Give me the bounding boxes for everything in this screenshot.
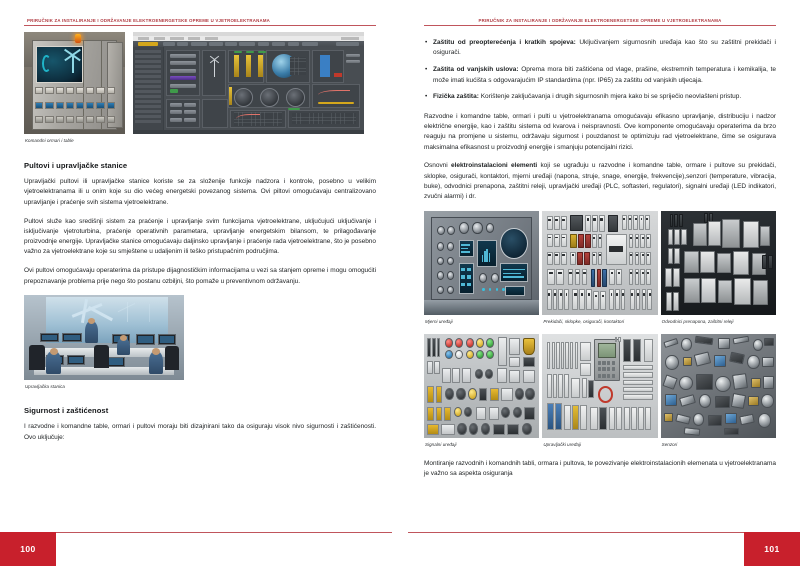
list-item: [424, 92, 776, 102]
figure-caption: Senzori: [661, 442, 678, 447]
figure-control-cabinet: [24, 32, 125, 144]
paragraph-pultovi-3: Ovi pultovi omogućavaju operaterima da pristupe dijagnostičkim informacijama u vezi sa stanjem opreme i mogu omogućiti prepoznavanje problema prije nego što postanu ozbiljni, što pomaže u preventivnom održavanju.: [24, 267, 376, 285]
paragraph-post: koji se ugrađuju u razvodne i komandne table, ormare i pultove su prekidači, sklopke, osigurači, kontaktori, mjerni uređaji (napona, struje, snage, energije, frekvencije),senzori (temperature, vibracija, buke), odvodnici prenapona, zaštitni releji, upravljački uređaji (PLC, softasteri, regulatori), signalni uređaji (LED indikatori, zvučni alarmi) i dr.: [424, 162, 776, 201]
bullet-term: Fizička zaštita:: [433, 93, 479, 101]
running-header-text: PRIRUČNIK ZA INSTALIRANJE I ODRŽAVANJE ELEKTROENERGETSKE OPREME U VJETROELEKTRANAMA: [478, 18, 722, 23]
figure-caption: Signalni uređaji: [425, 442, 457, 447]
image-control-room: [24, 295, 184, 380]
page-number-right: 101: [744, 532, 800, 566]
image-signal-devices: [424, 334, 539, 438]
figure-row-top: [24, 32, 376, 144]
bullet-term: Zaštita od vanjskih uslova:: [433, 66, 519, 74]
image-plc-devices: [542, 334, 657, 438]
gallery-row-2-captions: [424, 438, 776, 448]
running-header-text: PRIRUČNIK ZA INSTALIRANJE I ODRŽAVANJE ELEKTROENERGETSKE OPREME U VJETROELEKTRANAMA: [27, 18, 271, 23]
image-meters: [424, 211, 539, 315]
list-item: [424, 65, 776, 86]
page-number-left: 100: [0, 532, 56, 566]
safety-bullet-list: [424, 38, 776, 102]
paragraph-sigurnost: I razvodne i komandne table, ormari i pultovi moraju biti dizajnirani tako da osiguraju visok nivo sigurnosti i zaštićenosti. Ovo uključuje:: [24, 423, 376, 441]
footer-rule-right: [408, 532, 800, 533]
figure-caption: Mjerni uređaji: [425, 319, 453, 324]
list-item: [424, 38, 776, 59]
footer-rule-left: [0, 532, 392, 533]
image-breakers: [542, 211, 657, 315]
image-contactors: [661, 211, 776, 315]
paragraph-razvodne: Razvodne i komandne table, ormari i pulti u vjetroelektranama omogućavaju efikasno upravljanje, distribuciju i nadzor električne energije, kao i zaštitu sistema od kvarova i neispravnosti. Ove komponente omogućavaju operaterima da brzo reaguju na promjene u sistemu, održavaju sigurnost i pouzdanost te optimizuju rad vjetroelektrane, čime se osigurava maksimalna efikasnost u proizvodnji energije i smanjuju potencijalni rizici.: [424, 112, 776, 151]
gallery-row-2: [424, 334, 776, 438]
paragraph-pultovi-2: Pultovi služe kao središnji sistem za praćenje i upravljanje svim funkcijama vjetroelektrane, uključujući uključivanje i isključivanje vjetroturbina, praćenje operativnih parametara, upravljanje energetskim bilansom, te prilagođavanje proizvodnje energije. Upravljačke stanice omogućavaju daljinsko upravljanje i praćenje rada vjetroelektrane, što je posebno važno za vjetroelektrane koje su smještene u udaljenim ili teško pristupačnim područjima.: [24, 217, 376, 256]
figure-control-room: [24, 295, 184, 390]
paragraph-pre: Osnovni: [424, 162, 451, 170]
figure-caption: Upravljačka stanica: [25, 384, 65, 390]
bullet-term: Zaštitu od preopterećenja i kratkih spojeva:: [433, 39, 576, 47]
figure-caption: Komandni ormari i table: [25, 138, 74, 144]
running-header-right: [424, 18, 776, 26]
paragraph-pultovi-1: Upravljački pultovi ili upravljačke stanice koriste se za složenije funkcije nadzora i kontrole, posebno u velikim vjetroelektranama ili u onim koje su dio većeg energetski povezanog sistema. Ovi piltovi omogućavaju centralizovano upravljanje i praćenje svih sistema vjetroelektrane.: [24, 178, 376, 206]
bullet-text: Uključivanjem sigurnosnih uređaja kao što su zaštitni prekidači i osigurači.: [433, 39, 777, 57]
image-control-cabinet: [24, 32, 125, 134]
paragraph-elementi: [424, 161, 776, 202]
bullet-text: Oprema mora biti zaštićena od vlage, prašine, ekstremnih temperatura i kemikalija, te može imati kućišta s odgovarajućim IP standardima (npr. IP65) za zaštitu od vanjskih utjecaja.: [433, 66, 776, 84]
figure-caption: Prekidači, sklopke, osigurači, kontaktori: [543, 319, 625, 324]
header-rule: [24, 25, 376, 26]
running-header-left: [24, 18, 376, 26]
image-sensors: [661, 334, 776, 438]
figure-caption: Odvodnici prenapona, zaštitni releji: [661, 319, 734, 324]
figure-scada-dashboard: [133, 32, 364, 134]
figure-caption: Upravljački uređaji: [543, 442, 582, 447]
page-right: [400, 0, 800, 566]
image-scada-dashboard: [133, 32, 364, 134]
gallery-row-1-captions: [424, 315, 776, 325]
gallery-row-1: [424, 211, 776, 315]
header-rule: [424, 25, 776, 26]
paragraph-montiranje: Montiranje razvodnih i komandnih tabli, ormara i pultova, te povezivanje elektroinstalacionih elemenata u vjetroelektranama je važno sa aspekta osiguranja: [424, 460, 776, 478]
section-heading-sigurnost: Sigurnost i zaštićenost: [24, 406, 109, 416]
section-heading-pultovi: Pultovi i upravljačke stanice: [24, 161, 128, 171]
bullet-text: Korištenje zaključavanja i drugih sigurnosnih mjera kako bi se spriječio neovlašteni pristup.: [478, 93, 742, 101]
paragraph-bold-term: elektroinstalacioni elementi: [450, 162, 538, 170]
